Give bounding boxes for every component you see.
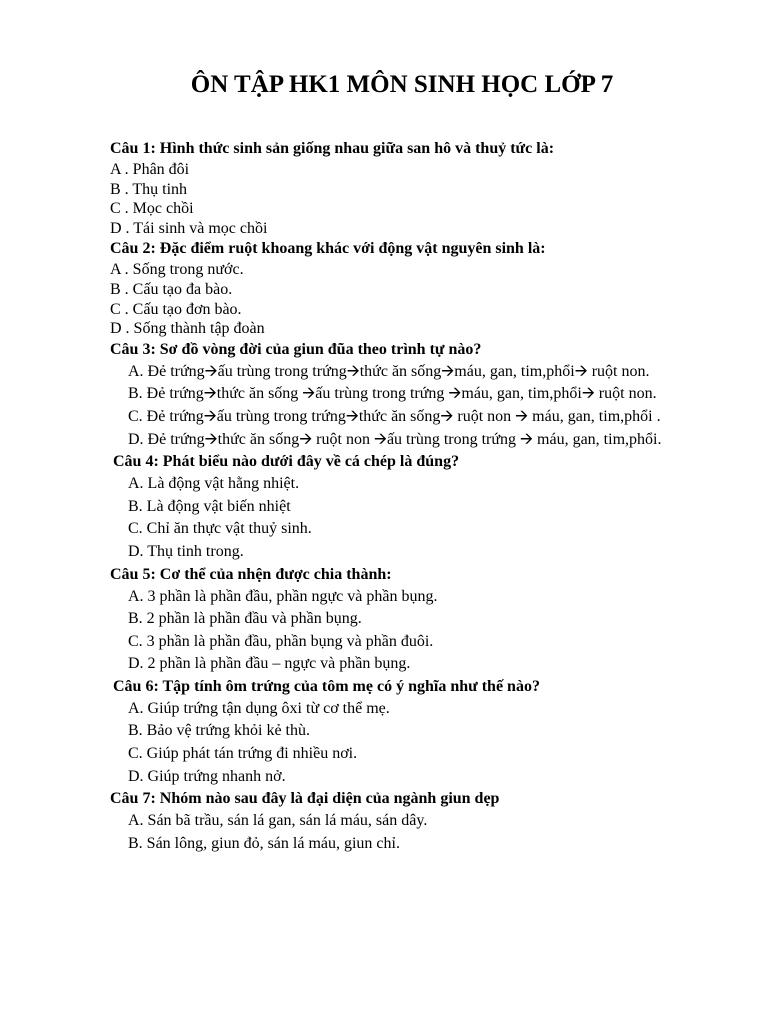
question-5-option-c: C. 3 phần là phần đầu, phần bụng và phần đuôi. [128, 632, 434, 650]
question-1-option-b: B . Thụ tinh [110, 180, 188, 198]
question-3-label: Câu 3: Sơ đồ vòng đời của giun đũa theo trình tự nào? [110, 340, 482, 358]
question-6-option-d: D. Giúp trứng nhanh nở. [128, 767, 286, 785]
question-2-option-c: C . Cấu tạo đơn bào. [110, 300, 242, 318]
question-4-option-b: B. Là động vật biến nhiệt [128, 497, 291, 515]
question-list [110, 138, 710, 855]
question-7-option-a: A. Sán bã trầu, sán lá gan, sán lá máu, sán dây. [128, 812, 428, 830]
question-2-option-a: A . Sống trong nước. [110, 261, 244, 279]
question-2-option-d: D . Sống thành tập đoàn [110, 320, 265, 338]
question-5-label: Câu 5: Cơ thể của nhện được chia thành: [110, 565, 392, 583]
question-6-option-b: B. Bảo vệ trứng khỏi kẻ thù. [128, 722, 310, 740]
question-4-option-a: A. Là động vật hằng nhiệt. [128, 475, 300, 493]
question-5-option-a: A. 3 phần là phần đầu, phần ngực và phần bụng. [128, 587, 438, 605]
question-4-option-d: D. Thụ tinh trong. [128, 542, 244, 560]
question-1-label: Câu 1: Hình thức sinh sản giống nhau giữa san hô và thuỷ tức là: [110, 140, 555, 157]
question-1-option-c: C . Mọc chồi [110, 200, 194, 218]
question-3-option-a: A. Đẻ trứng🡪ấu trùng trong trứng🡪thức ăn sống🡪máu, gan, tim,phổi🡪 ruột non. [128, 362, 650, 380]
question-6-option-a: A. Giúp trứng tận dụng ôxi từ cơ thể mẹ. [128, 699, 390, 717]
question-4-label: Câu 4: Phát biểu nào dưới đây về cá chép là đúng? [113, 453, 460, 471]
question-3-option-c: C. Đẻ trứng🡪ấu trùng trong trứng🡪thức ăn sống🡪 ruột non 🡪 máu, gan, tim,phổi . [128, 407, 661, 425]
question-4-option-c: C. Chỉ ăn thực vật thuỷ sinh. [128, 520, 312, 538]
question-2-label: Câu 2: Đặc điểm ruột khoang khác với động vật nguyên sinh là: [110, 240, 546, 258]
question-5-option-b: B. 2 phần là phần đầu và phần bụng. [128, 610, 362, 628]
question-5-option-d: D. 2 phần là phần đầu – ngực và phần bụng. [128, 655, 411, 673]
question-6-label: Câu 6: Tập tính ôm trứng của tôm mẹ có ý nghĩa như thế nào? [113, 677, 540, 695]
question-2-option-b: B . Cấu tạo đa bào. [110, 280, 233, 298]
question-1-option-d: D . Tái sinh và mọc chồi [110, 219, 268, 237]
question-3-option-d: D. Đẻ trứng🡪thức ăn sống🡪 ruột non 🡪ấu trùng trong trứng 🡪 máu, gan, tim,phổi. [128, 430, 662, 448]
question-1-option-a: A . Phân đôi [110, 161, 190, 178]
question-7-label: Câu 7: Nhóm nào sau đây là đại diện của ngành giun dẹp [110, 790, 500, 808]
question-6-option-c: C. Giúp phát tán trứng đi nhiều nơi. [128, 745, 358, 763]
document-title: ÔN TẬP HK1 MÔN SINH HỌC LỚP 7 [190, 71, 614, 98]
question-3-option-b: B. Đẻ trứng🡪thức ăn sống 🡪ấu trùng trong trứng 🡪máu, gan, tim,phổi🡪 ruột non. [128, 385, 657, 403]
question-7-option-b: B. Sán lông, giun đỏ, sán lá máu, giun chỉ. [128, 834, 400, 852]
